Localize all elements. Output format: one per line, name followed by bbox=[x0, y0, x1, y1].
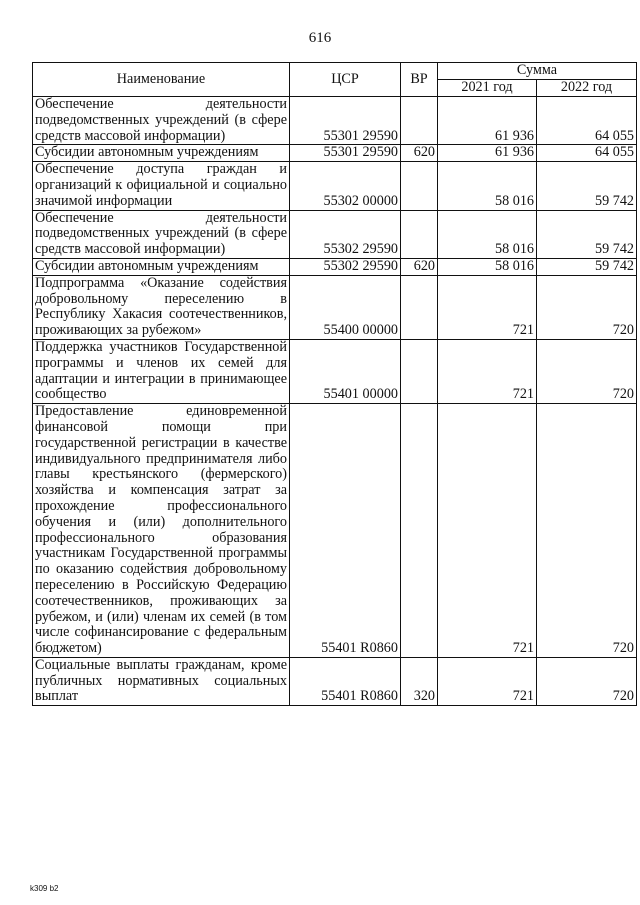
row-name: Обеспечение деятельности подведомственных учреждений (в сфере средств массовой информации) bbox=[33, 210, 290, 258]
row-name: Субсидии автономным учреждениям bbox=[33, 258, 290, 275]
table-row bbox=[33, 210, 637, 258]
row-csr: 55301 29590 bbox=[290, 97, 401, 145]
table-row bbox=[33, 258, 637, 275]
row-name: Субсидии автономным учреждениям bbox=[33, 145, 290, 162]
row-name: Социальные выплаты гражданам, кроме публичных нормативных социальных выплат bbox=[33, 657, 290, 705]
row-sum-2021: 721 bbox=[438, 339, 537, 403]
row-sum-2021: 721 bbox=[438, 275, 537, 339]
row-csr: 55301 29590 bbox=[290, 145, 401, 162]
table-row bbox=[33, 275, 637, 339]
row-csr: 55302 00000 bbox=[290, 162, 401, 210]
row-name: Обеспечение доступа граждан и организаций к официальной и социально значимой информации bbox=[33, 162, 290, 210]
row-name: Подпрограмма «Оказание содействия добровольному переселению в Республику Хакасия соотечественников, проживающих за рубежом» bbox=[33, 275, 290, 339]
row-vr: 620 bbox=[401, 258, 438, 275]
row-sum-2022: 720 bbox=[537, 275, 637, 339]
table-row bbox=[33, 162, 637, 210]
row-sum-2021: 58 016 bbox=[438, 162, 537, 210]
row-sum-2022: 59 742 bbox=[537, 258, 637, 275]
row-vr bbox=[401, 404, 438, 658]
row-sum-2022: 59 742 bbox=[537, 210, 637, 258]
row-vr bbox=[401, 339, 438, 403]
row-vr bbox=[401, 97, 438, 145]
row-csr: 55302 29590 bbox=[290, 258, 401, 275]
row-name: Поддержка участников Государственной программы и членов их семей для адаптации и интеграции в принимающее сообщество bbox=[33, 339, 290, 403]
row-sum-2022: 720 bbox=[537, 657, 637, 705]
table-header-row bbox=[33, 63, 637, 80]
header-year-2021: 2021 год bbox=[438, 80, 537, 97]
table-row bbox=[33, 657, 637, 705]
header-year-2022: 2022 год bbox=[537, 80, 637, 97]
row-sum-2021: 721 bbox=[438, 404, 537, 658]
page-number: 616 bbox=[308, 30, 332, 46]
row-sum-2021: 721 bbox=[438, 657, 537, 705]
row-name: Обеспечение деятельности подведомственных учреждений (в сфере средств массовой информации) bbox=[33, 97, 290, 145]
header-csr: ЦСР bbox=[290, 63, 401, 97]
header-vr: ВР bbox=[401, 63, 438, 97]
row-csr: 55401 R0860 bbox=[290, 657, 401, 705]
row-csr: 55400 00000 bbox=[290, 275, 401, 339]
row-csr: 55401 R0860 bbox=[290, 404, 401, 658]
row-vr bbox=[401, 162, 438, 210]
table-row bbox=[33, 339, 637, 403]
footer-code: k309 b2 bbox=[30, 884, 59, 893]
row-vr bbox=[401, 275, 438, 339]
table-row bbox=[33, 145, 637, 162]
row-sum-2022: 64 055 bbox=[537, 97, 637, 145]
row-sum-2022: 720 bbox=[537, 339, 637, 403]
row-sum-2022: 720 bbox=[537, 404, 637, 658]
row-vr: 320 bbox=[401, 657, 438, 705]
row-sum-2022: 59 742 bbox=[537, 162, 637, 210]
row-sum-2021: 58 016 bbox=[438, 258, 537, 275]
row-csr: 55302 29590 bbox=[290, 210, 401, 258]
row-sum-2021: 58 016 bbox=[438, 210, 537, 258]
row-vr bbox=[401, 210, 438, 258]
table-row bbox=[33, 97, 637, 145]
header-name: Наименование bbox=[33, 63, 290, 97]
row-name: Предоставление единовременной финансовой помощи при государственной регистрации в качестве индивидуального предпринимателя либо главы крестьянского (фермерского) хозяйства и компенсация затрат за прохождение профессионального обучения и (или) дополнительного профессионального образования участникам Государственной программы по оказанию содействия добровольному переселению в Российскую Федерацию соотечественников, проживающих за рубежом, и (или) членам их семей (в том числе софинансирование с федеральным бюджетом) bbox=[33, 404, 290, 658]
header-sum: Сумма bbox=[438, 63, 637, 80]
row-sum-2022: 64 055 bbox=[537, 145, 637, 162]
row-sum-2021: 61 936 bbox=[438, 97, 537, 145]
row-csr: 55401 00000 bbox=[290, 339, 401, 403]
table-row bbox=[33, 404, 637, 658]
row-sum-2021: 61 936 bbox=[438, 145, 537, 162]
budget-table bbox=[32, 62, 637, 706]
row-vr: 620 bbox=[401, 145, 438, 162]
